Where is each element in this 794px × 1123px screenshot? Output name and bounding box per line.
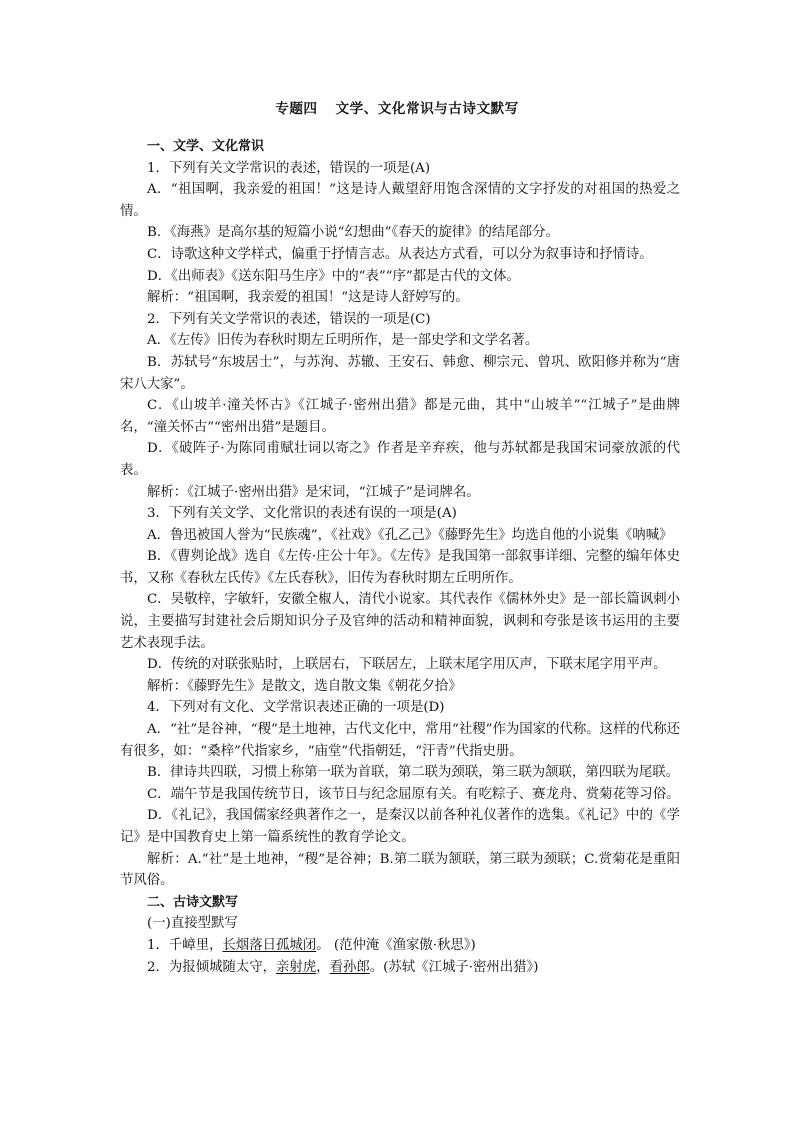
dictation-item-1: [120, 935, 680, 957]
q4-analysis: 解析：A.“社”是土地神，“稷”是谷神；B.第二联为颔联，第三联为颈联；C.赏菊花是重阳节风俗。: [120, 851, 680, 889]
dictation-2-answer-2: 看孙郎: [329, 959, 370, 975]
page-title: [0, 99, 794, 121]
title-subject: 文学、文化常识与古诗文默写: [335, 101, 519, 117]
q4-option-d: D．《礼记》，我国儒家经典著作之一，是秦汉以前各种礼仪著作的选集。《礼记》中的《学记》是中国教育史上第一篇系统性的教育学论文。: [120, 808, 680, 845]
q1-option-d: D．《出师表》《送东阳马生序》中的“表”“序”都是古代的文体。: [147, 268, 520, 284]
q2-option-b: B．苏轼号“东坡居士”，与苏洵、苏辙、王安石、韩愈、柳宗元、曾巩、欧阳修并称为“唐宋八大家”。: [120, 354, 680, 392]
dictation-2-prompt: 2．为报倾城随太守，: [147, 959, 277, 975]
dictation-1-answer: 长烟落日孤城闭: [222, 937, 317, 953]
q3-option-d: D．传统的对联张贴时，上联居右，下联居左，上联末尾字用仄声，下联末尾字用平声。: [147, 657, 667, 673]
dictation-1-prompt: 1．千嶂里，: [147, 937, 223, 953]
q2-option-d: D．《破阵子·为陈同甫赋壮词以寄之》作者是辛弃疾，他与苏轼都是我国宋词豪放派的代表。: [120, 441, 680, 478]
q2-analysis: 解析：《江城子·密州出猎》是宋词，“江城子”是词牌名。: [147, 484, 480, 500]
q2-option-a: A．《左传》旧传为春秋时期左丘明所作，是一部史学和文学名著。: [147, 333, 539, 349]
q2-option-c: C．《山坡羊·潼关怀古》《江城子·密州出猎》都是元曲，其中“山坡羊”“江城子”是曲牌名，“潼关怀古”“密州出猎”是题目。: [120, 398, 680, 435]
q4-option-a: A．“社”是谷神，“稷”是土地神，古代文化中，常用“社稷”作为国家的代称。这样的代称还有很多，如：“桑梓”代指家乡，“庙堂”代指朝廷，“汗青”代指史册。: [120, 722, 680, 759]
q3-option-c: C．吴敬梓，字敏轩，安徽全椒人，清代小说家。其代表作《儒林外史》是一部长篇讽刺小说，主要描写封建社会后期知识分子及官绅的活动和精神面貌，讽刺和夸张是该书运用的主要艺术表现手法。: [120, 592, 680, 651]
subsection-heading: (一)直接型默写: [147, 916, 238, 932]
q3-stem: 3．下列有关文学、文化常识的表述有误的一项是(A): [147, 506, 457, 522]
q1-option-c: C．诗歌这种文学样式，偏重于抒情言志。从表达方式看，可以分为叙事诗和抒情诗。: [147, 246, 653, 262]
q1-stem: 1．下列有关文学常识的表述，错误的一项是(A): [147, 160, 431, 176]
dictation-2-answer-1: 亲射虎: [276, 959, 317, 975]
dictation-item-2: [120, 957, 680, 979]
q1-option-a: A．“祖国啊，我亲爱的祖国！”这是诗人戴望舒用饱含深情的文字抒发的对祖国的热爱之情。: [120, 182, 680, 219]
dictation-1-source: 。 (范仲淹《渔家傲·秋思》): [316, 937, 476, 953]
q3-option-b: B．《曹刿论战》选自《左传·庄公十年》。《左传》是我国第一部叙事详细、完整的编年体史书，又称《春秋左氏传》《左氏春秋》，旧传为春秋时期左丘明所作。: [120, 549, 680, 586]
document-body: [120, 136, 680, 978]
q1-option-b: B．《海燕》是高尔基的短篇小说“幻想曲”《春天的旋律》的结尾部分。: [147, 225, 559, 241]
q3-option-a: A．鲁迅被国人誉为“民族魂”，《社戏》《孔乙己》《藤野先生》均选自他的小说集《呐喊》: [147, 527, 673, 543]
q1-analysis: 解析：“祖国啊，我亲爱的祖国！”这是诗人舒婷写的。: [147, 290, 469, 306]
q4-stem: 4．下列对有文化、文学常识表述正确的一项是(D): [147, 700, 445, 716]
dictation-2-separator: ，: [316, 959, 330, 975]
q3-analysis: 解析：《藤野先生》是散文，选自散文集《朝花夕拾》: [147, 678, 462, 694]
section-heading-1: 一、文学、文化常识: [147, 139, 265, 154]
dictation-2-source: 。(苏轼《江城子·密州出猎》): [369, 959, 539, 975]
title-topic: 专题四: [275, 101, 318, 117]
q2-stem: 2．下列有关文学常识的表述，错误的一项是(C): [147, 311, 431, 327]
section-heading-2: 二、古诗文默写: [147, 894, 239, 910]
q4-option-c: C．端午节是我国传统节日，该节日与纪念屈原有关。有吃粽子、赛龙舟、赏菊花等习俗。: [147, 786, 680, 802]
q4-option-b: B．律诗共四联，习惯上称第一联为首联，第二联为颈联，第三联为颔联，第四联为尾联。: [147, 765, 680, 781]
